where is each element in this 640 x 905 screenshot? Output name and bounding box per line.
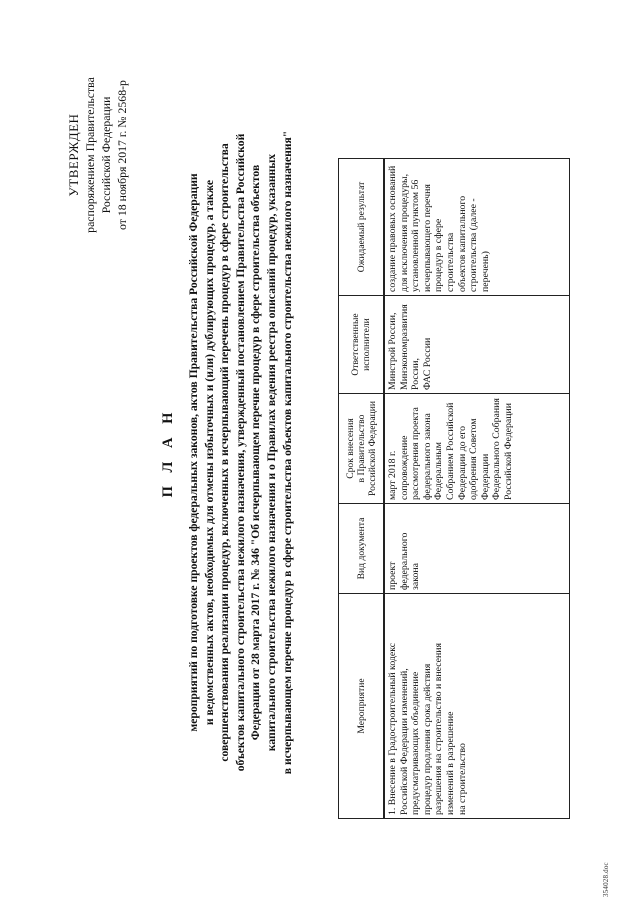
subtitle-line: и ведомственных актов, необходимых для отмены избыточных и (или) дублирующих процедур, а также: [202, 179, 216, 726]
subtitle-line: в исчерпывающем перечне процедур в сфере строительства объектов капитального строительства нежилого назначения": [280, 130, 294, 775]
table-row: [384, 159, 570, 819]
approval-block: [66, 45, 130, 265]
plan-table: [338, 158, 570, 819]
subtitle-line: объектов капитального строительства нежилого назначения, утвержденный постановлением Правительства Российской: [233, 133, 247, 772]
subtitle-line: мероприятий по подготовке проектов федеральных законов, актов Правительства Российской Федерации: [187, 173, 200, 732]
subtitle-line: совершенствования реализации процедур, включенных в исчерпывающий перечень процедур в сфере строительства: [218, 143, 232, 762]
approval-line-1: распоряжением Правительства: [83, 77, 97, 233]
header-doc-type: Вид документа: [339, 504, 385, 594]
subtitle-line: капитального строительства нежилого назначения и о Правилах ведения реестра описаний процедур, указанных: [264, 153, 278, 752]
table-header-row: [339, 159, 385, 819]
approval-line-3: от 18 ноября 2017 г. № 2568-р: [115, 80, 129, 230]
cell-event: 1. Внесение в Градостроительный кодекс Российской Федерации изменений, предусматривающих объединение процедур продления срока действия разрешения на строительство и внесения изменений в разрешение на строительство: [384, 594, 570, 819]
cell-result: создание правовых оснований для исключения процедуры, установленной пунктом 56 исчерпывающего перечня процедур в сфере строительства объектов капитального строительства (далее - перечень): [384, 159, 570, 296]
approval-title: УТВЕРЖДЕН: [66, 113, 81, 197]
header-result: Ожидаемый результат: [339, 159, 385, 296]
header-event: Мероприятие: [339, 594, 385, 819]
header-deadline: Срок внесения в Правительство Российской Федерации: [339, 394, 385, 504]
approval-line-2: Российской Федерации: [99, 96, 113, 214]
subtitle-line: Федерации от 28 марта 2017 г. № 346 "Об исчерпывающем перечне процедур в сфере строительства объектов: [249, 164, 263, 741]
cell-doc-type: проект федерального закона: [384, 504, 570, 594]
cell-deadline: март 2018 г. сопровождение рассмотрения проекта федерального закона Федеральным Собранием Российской Федерации до его одобрения Советом Федерации Федерального Собрания Российской Федерации: [384, 394, 570, 504]
file-label: 354028.doc: [602, 862, 610, 897]
cell-responsible: Минстрой России, Минэкономразвития России, ФАС России: [384, 296, 570, 394]
header-responsible: Ответственные исполнители: [339, 296, 385, 394]
plan-subtitle: [186, 0, 295, 905]
plan-title: П Л А Н: [160, 407, 176, 498]
